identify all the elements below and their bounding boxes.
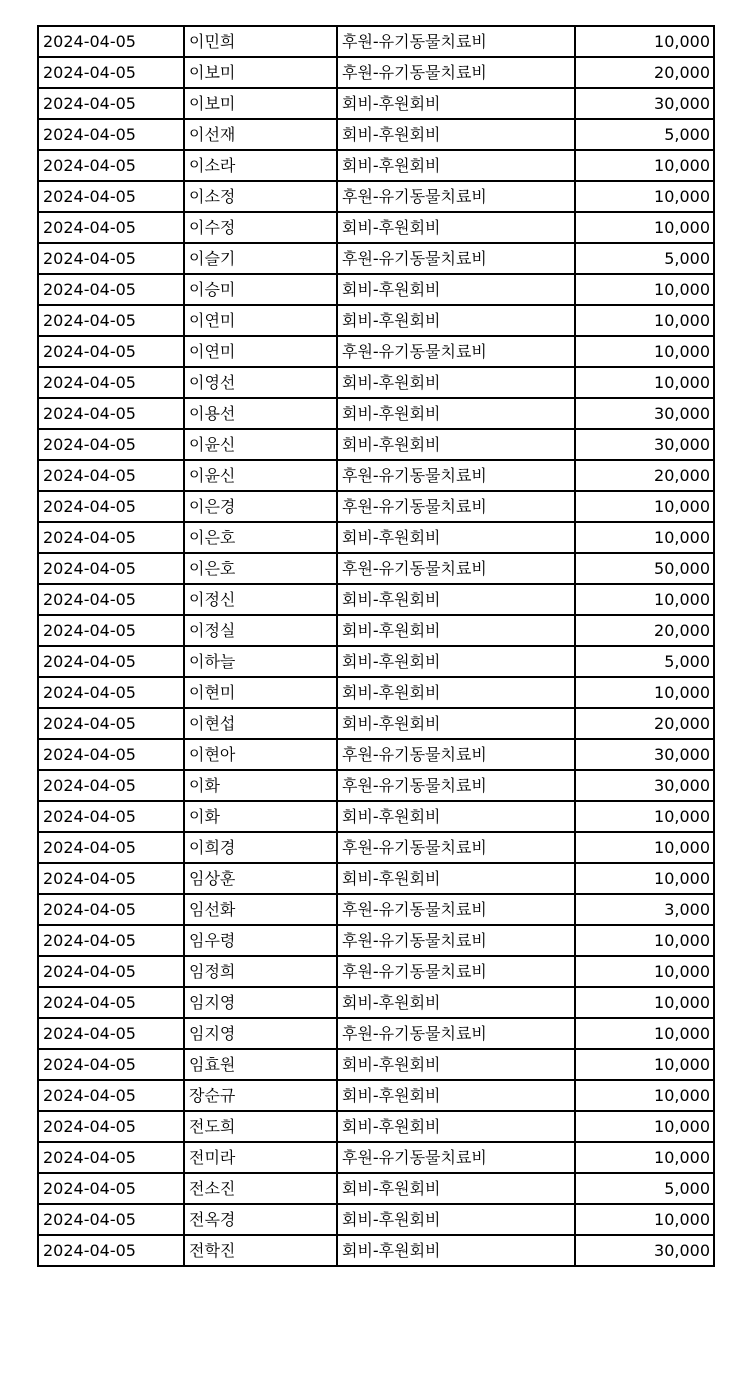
donor-name-cell: 이보미 [184, 88, 337, 119]
date-cell: 2024-04-05 [38, 770, 184, 801]
date-cell: 2024-04-05 [38, 894, 184, 925]
table-row [38, 522, 714, 553]
donor-name-cell: 이민희 [184, 26, 337, 57]
date-cell: 2024-04-05 [38, 398, 184, 429]
date-cell: 2024-04-05 [38, 26, 184, 57]
donor-name-cell: 임상훈 [184, 863, 337, 894]
date-cell: 2024-04-05 [38, 1204, 184, 1235]
category-cell: 회비-후원회비 [337, 677, 575, 708]
donor-name-cell: 이현섭 [184, 708, 337, 739]
donor-name-cell: 전소진 [184, 1173, 337, 1204]
table-row [38, 677, 714, 708]
category-cell: 회비-후원회비 [337, 1235, 575, 1266]
amount-cell: 3,000 [575, 894, 714, 925]
amount-cell: 30,000 [575, 88, 714, 119]
table-row [38, 1204, 714, 1235]
date-cell: 2024-04-05 [38, 1111, 184, 1142]
table-row [38, 1173, 714, 1204]
table-row [38, 1111, 714, 1142]
category-cell: 후원-유기동물치료비 [337, 894, 575, 925]
donor-name-cell: 이선재 [184, 119, 337, 150]
amount-cell: 10,000 [575, 522, 714, 553]
table-row [38, 460, 714, 491]
table-row [38, 26, 714, 57]
table-row [38, 956, 714, 987]
date-cell: 2024-04-05 [38, 57, 184, 88]
category-cell: 후원-유기동물치료비 [337, 336, 575, 367]
table-row [38, 708, 714, 739]
date-cell: 2024-04-05 [38, 1142, 184, 1173]
donor-name-cell: 이연미 [184, 336, 337, 367]
date-cell: 2024-04-05 [38, 646, 184, 677]
donor-name-cell: 임지영 [184, 1018, 337, 1049]
table-row [38, 1142, 714, 1173]
table-row [38, 57, 714, 88]
donor-name-cell: 임정희 [184, 956, 337, 987]
amount-cell: 10,000 [575, 1111, 714, 1142]
donor-name-cell: 이윤신 [184, 460, 337, 491]
amount-cell: 10,000 [575, 1080, 714, 1111]
donor-name-cell: 장순규 [184, 1080, 337, 1111]
date-cell: 2024-04-05 [38, 88, 184, 119]
category-cell: 회비-후원회비 [337, 150, 575, 181]
table-row [38, 770, 714, 801]
category-cell: 회비-후원회비 [337, 801, 575, 832]
category-cell: 회비-후원회비 [337, 1080, 575, 1111]
amount-cell: 10,000 [575, 367, 714, 398]
donor-name-cell: 이은경 [184, 491, 337, 522]
category-cell: 회비-후원회비 [337, 88, 575, 119]
category-cell: 회비-후원회비 [337, 398, 575, 429]
amount-cell: 20,000 [575, 615, 714, 646]
amount-cell: 10,000 [575, 1049, 714, 1080]
category-cell: 회비-후원회비 [337, 646, 575, 677]
amount-cell: 20,000 [575, 57, 714, 88]
amount-cell: 10,000 [575, 801, 714, 832]
table-row [38, 150, 714, 181]
donor-name-cell: 이현미 [184, 677, 337, 708]
table-row [38, 119, 714, 150]
date-cell: 2024-04-05 [38, 491, 184, 522]
donor-name-cell: 이하늘 [184, 646, 337, 677]
amount-cell: 10,000 [575, 956, 714, 987]
amount-cell: 30,000 [575, 739, 714, 770]
donor-name-cell: 전학진 [184, 1235, 337, 1266]
donor-name-cell: 이수정 [184, 212, 337, 243]
donor-name-cell: 임지영 [184, 987, 337, 1018]
table-row [38, 88, 714, 119]
table-row [38, 398, 714, 429]
table-row [38, 646, 714, 677]
amount-cell: 20,000 [575, 708, 714, 739]
category-cell: 후원-유기동물치료비 [337, 832, 575, 863]
amount-cell: 10,000 [575, 1204, 714, 1235]
table-row [38, 584, 714, 615]
table-row [38, 615, 714, 646]
category-cell: 후원-유기동물치료비 [337, 1018, 575, 1049]
date-cell: 2024-04-05 [38, 584, 184, 615]
donor-name-cell: 이영선 [184, 367, 337, 398]
category-cell: 후원-유기동물치료비 [337, 491, 575, 522]
category-cell: 회비-후원회비 [337, 305, 575, 336]
amount-cell: 30,000 [575, 1235, 714, 1266]
category-cell: 회비-후원회비 [337, 1204, 575, 1235]
amount-cell: 10,000 [575, 987, 714, 1018]
amount-cell: 10,000 [575, 212, 714, 243]
date-cell: 2024-04-05 [38, 832, 184, 863]
category-cell: 회비-후원회비 [337, 863, 575, 894]
category-cell: 후원-유기동물치료비 [337, 956, 575, 987]
category-cell: 회비-후원회비 [337, 429, 575, 460]
category-cell: 회비-후원회비 [337, 584, 575, 615]
category-cell: 후원-유기동물치료비 [337, 1142, 575, 1173]
date-cell: 2024-04-05 [38, 708, 184, 739]
date-cell: 2024-04-05 [38, 150, 184, 181]
table-row [38, 274, 714, 305]
date-cell: 2024-04-05 [38, 212, 184, 243]
date-cell: 2024-04-05 [38, 181, 184, 212]
table-row [38, 863, 714, 894]
amount-cell: 10,000 [575, 274, 714, 305]
date-cell: 2024-04-05 [38, 615, 184, 646]
table-row [38, 181, 714, 212]
table-row [38, 1080, 714, 1111]
category-cell: 회비-후원회비 [337, 987, 575, 1018]
donor-name-cell: 이희경 [184, 832, 337, 863]
donor-name-cell: 임우령 [184, 925, 337, 956]
category-cell: 후원-유기동물치료비 [337, 925, 575, 956]
table-row [38, 1049, 714, 1080]
table-row [38, 305, 714, 336]
category-cell: 회비-후원회비 [337, 522, 575, 553]
donor-name-cell: 이화 [184, 770, 337, 801]
category-cell: 회비-후원회비 [337, 212, 575, 243]
category-cell: 회비-후원회비 [337, 1049, 575, 1080]
category-cell: 후원-유기동물치료비 [337, 26, 575, 57]
date-cell: 2024-04-05 [38, 1235, 184, 1266]
date-cell: 2024-04-05 [38, 925, 184, 956]
donor-name-cell: 이승미 [184, 274, 337, 305]
date-cell: 2024-04-05 [38, 739, 184, 770]
amount-cell: 5,000 [575, 243, 714, 274]
amount-cell: 10,000 [575, 305, 714, 336]
category-cell: 후원-유기동물치료비 [337, 460, 575, 491]
donor-name-cell: 이은호 [184, 553, 337, 584]
amount-cell: 10,000 [575, 677, 714, 708]
date-cell: 2024-04-05 [38, 274, 184, 305]
date-cell: 2024-04-05 [38, 987, 184, 1018]
date-cell: 2024-04-05 [38, 956, 184, 987]
table-body [38, 26, 714, 1266]
donor-name-cell: 이은호 [184, 522, 337, 553]
date-cell: 2024-04-05 [38, 429, 184, 460]
date-cell: 2024-04-05 [38, 1173, 184, 1204]
table-row [38, 925, 714, 956]
amount-cell: 10,000 [575, 584, 714, 615]
date-cell: 2024-04-05 [38, 863, 184, 894]
date-cell: 2024-04-05 [38, 243, 184, 274]
table-row [38, 1018, 714, 1049]
date-cell: 2024-04-05 [38, 801, 184, 832]
donor-name-cell: 이정신 [184, 584, 337, 615]
category-cell: 회비-후원회비 [337, 274, 575, 305]
donor-name-cell: 전도희 [184, 1111, 337, 1142]
donor-name-cell: 이소라 [184, 150, 337, 181]
amount-cell: 10,000 [575, 832, 714, 863]
table-row [38, 553, 714, 584]
donor-name-cell: 이연미 [184, 305, 337, 336]
amount-cell: 20,000 [575, 460, 714, 491]
table-row [38, 336, 714, 367]
amount-cell: 10,000 [575, 26, 714, 57]
category-cell: 후원-유기동물치료비 [337, 57, 575, 88]
category-cell: 회비-후원회비 [337, 367, 575, 398]
table-row [38, 739, 714, 770]
donor-name-cell: 이소정 [184, 181, 337, 212]
table-row [38, 987, 714, 1018]
table-row [38, 243, 714, 274]
donor-name-cell: 전미라 [184, 1142, 337, 1173]
category-cell: 회비-후원회비 [337, 1111, 575, 1142]
table-row [38, 212, 714, 243]
donor-name-cell: 이윤신 [184, 429, 337, 460]
category-cell: 후원-유기동물치료비 [337, 770, 575, 801]
date-cell: 2024-04-05 [38, 677, 184, 708]
donor-name-cell: 이보미 [184, 57, 337, 88]
amount-cell: 5,000 [575, 646, 714, 677]
amount-cell: 5,000 [575, 119, 714, 150]
amount-cell: 10,000 [575, 181, 714, 212]
table-row [38, 1235, 714, 1266]
amount-cell: 50,000 [575, 553, 714, 584]
date-cell: 2024-04-05 [38, 305, 184, 336]
category-cell: 회비-후원회비 [337, 708, 575, 739]
donor-name-cell: 임선화 [184, 894, 337, 925]
donation-table [37, 25, 715, 1267]
date-cell: 2024-04-05 [38, 1080, 184, 1111]
category-cell: 후원-유기동물치료비 [337, 739, 575, 770]
amount-cell: 10,000 [575, 1018, 714, 1049]
date-cell: 2024-04-05 [38, 119, 184, 150]
amount-cell: 30,000 [575, 770, 714, 801]
date-cell: 2024-04-05 [38, 336, 184, 367]
amount-cell: 10,000 [575, 925, 714, 956]
date-cell: 2024-04-05 [38, 553, 184, 584]
table-row [38, 367, 714, 398]
date-cell: 2024-04-05 [38, 460, 184, 491]
donor-name-cell: 이현아 [184, 739, 337, 770]
date-cell: 2024-04-05 [38, 1018, 184, 1049]
category-cell: 회비-후원회비 [337, 615, 575, 646]
amount-cell: 10,000 [575, 336, 714, 367]
category-cell: 회비-후원회비 [337, 1173, 575, 1204]
amount-cell: 10,000 [575, 863, 714, 894]
amount-cell: 30,000 [575, 398, 714, 429]
table-row [38, 894, 714, 925]
category-cell: 회비-후원회비 [337, 119, 575, 150]
amount-cell: 30,000 [575, 429, 714, 460]
date-cell: 2024-04-05 [38, 367, 184, 398]
date-cell: 2024-04-05 [38, 522, 184, 553]
table-row [38, 801, 714, 832]
table-row [38, 429, 714, 460]
donation-ledger [37, 25, 715, 1267]
date-cell: 2024-04-05 [38, 1049, 184, 1080]
donor-name-cell: 이정실 [184, 615, 337, 646]
amount-cell: 10,000 [575, 491, 714, 522]
amount-cell: 10,000 [575, 150, 714, 181]
donor-name-cell: 이용선 [184, 398, 337, 429]
donor-name-cell: 이슬기 [184, 243, 337, 274]
table-row [38, 491, 714, 522]
amount-cell: 5,000 [575, 1173, 714, 1204]
table-row [38, 832, 714, 863]
donor-name-cell: 임효원 [184, 1049, 337, 1080]
amount-cell: 10,000 [575, 1142, 714, 1173]
donor-name-cell: 이화 [184, 801, 337, 832]
category-cell: 후원-유기동물치료비 [337, 181, 575, 212]
category-cell: 후원-유기동물치료비 [337, 243, 575, 274]
category-cell: 후원-유기동물치료비 [337, 553, 575, 584]
donor-name-cell: 전옥경 [184, 1204, 337, 1235]
